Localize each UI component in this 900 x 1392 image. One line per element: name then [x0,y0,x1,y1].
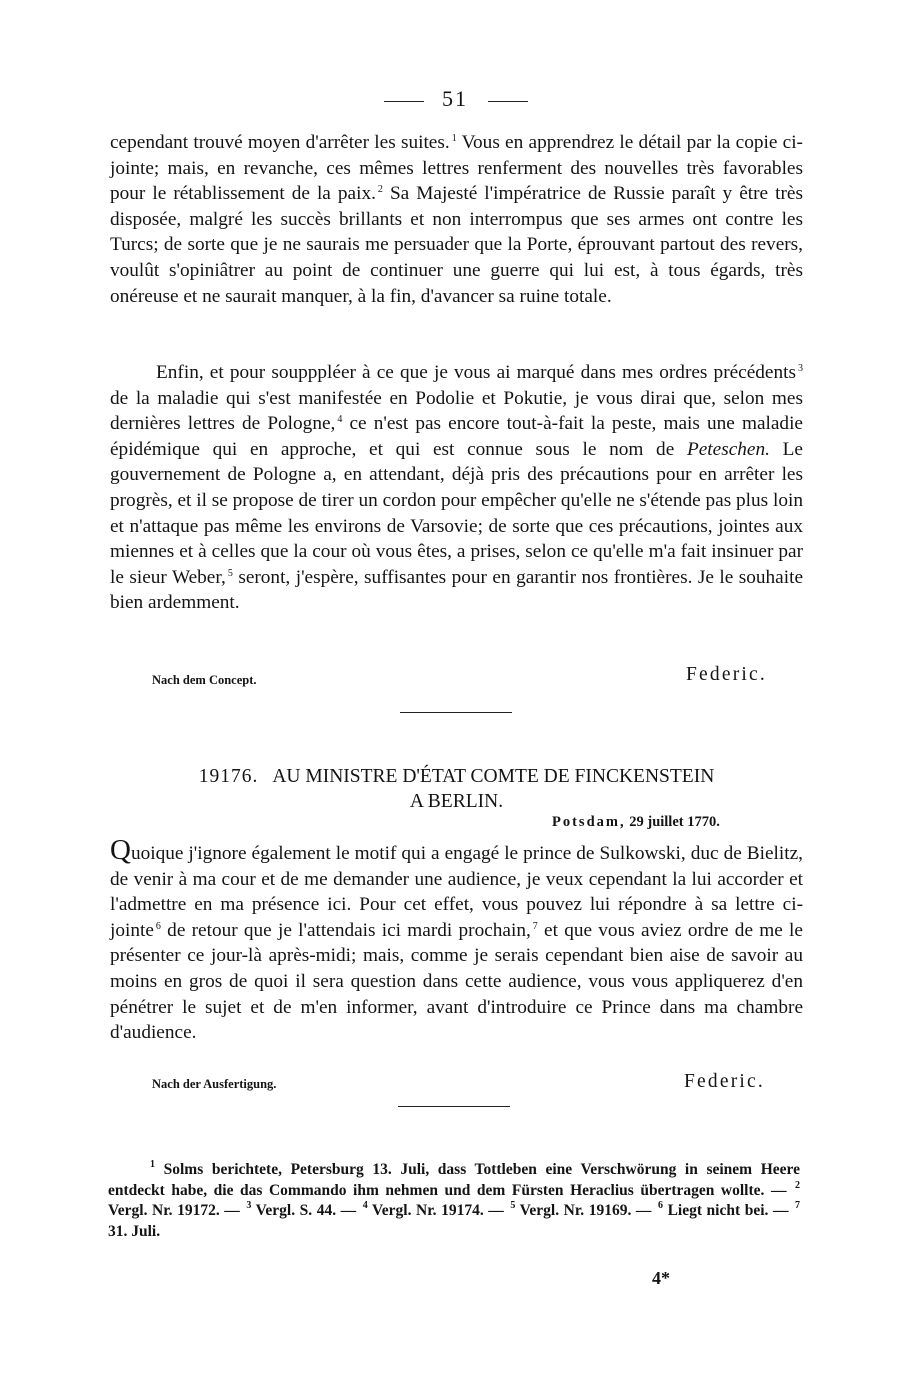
text-run: cependant trouvé moyen d'arrêter les suites. [110,132,450,153]
footnote-text: Solms berichtete, Petersburg 13. Juli, dass Tottleben eine Verschwörung in seinem Heere entdeckt habe, die das Commando ihm nehmen und dem Fürsten Heraclius übertragen wollte. — [108,1161,800,1199]
emphasized-term: Peteschen. [686,438,770,460]
footnote-divider [398,1106,510,1107]
letter1-source-note: Nach dem Concept. [152,673,257,687]
footnote-text: Liegt nicht bei. — [667,1202,789,1219]
printer-signature-mark: 4* [652,1268,670,1288]
letter1-signature: Federic. [686,664,767,685]
footnote-marker: 7 [795,1200,801,1211]
footnote-text: Vergl. S. 44. — [255,1202,357,1219]
text-run: Sa Majesté l'impératrice de Russie paraît y être très disposée, malgré les succès brillants et non interrompus que ses armes ont contre les Turcs; de sorte que je ne saurais me persuader que la Porte, éprouvant partout des revers, voulût s'opiniâtrer au point de continuer une guerre qui lui est, à tous égards, très onéreuse et ne saurait manquer, à la fin, d'avancer sa ruine totale. [110,183,803,307]
footnote-ref: 3 [798,363,803,374]
text-run: ce n'est pas encore tout-à-fait la peste, mais une maladie épidémique qui en approche, et qui est connue sous le nom de [110,413,803,460]
letter2-signature: Federic. [684,1071,765,1092]
initial-letter: Q [110,834,131,866]
footnote-text: Vergl. Nr. 19169. — [519,1202,652,1219]
footnote-ref: 4 [337,414,343,426]
text-run: de retour que je l'attendais ici mardi prochain, [167,919,531,941]
footnote-ref: 2 [377,184,383,196]
page-number: 51 [442,86,468,111]
letter-date: 29 juillet 1770. [629,814,720,830]
header-rule-left [384,101,424,102]
footnote-block [108,1160,800,1242]
letter2-source-note: Nach der Ausfertigung. [152,1077,277,1091]
text-run: Vous en apprendrez le détail par la copie ci-jointe; mais, en revanche, ces mêmes lettres renferment des nouvelles très favorables pour le rétablissement de la paix. [110,132,803,205]
page-header [0,86,900,116]
letter2-heading-line-1 [110,764,803,789]
footnote-marker: 6 [658,1200,663,1211]
footnote-marker: 4 [362,1200,368,1211]
letter2-place-date [552,814,720,831]
letter1-paragraph-1 [110,130,803,309]
text-run: uoique j'ignore également le motif qui a engagé le prince de Sulkowski, duc de Bielitz, de venir à ma cour et de me demander une audience, je veux cependant la lui accorder et l'admettre en ma présence ici. Pour cet effet, vous pouvez lui répondre à sa lettre ci-jointe [110,843,803,941]
footnote-marker: 2 [795,1179,801,1191]
text-run: de la maladie qui s'est manifestée en Podolie et Pokutie, je vous dirai que, selon mes dernières lettres de Pologne, [110,387,803,435]
letter1-paragraph-2 [110,360,803,616]
footnote-ref: 5 [227,567,233,579]
text-run: Enfin, et pour soupppléer à ce que je vous ai marqué dans mes ordres précédents [156,362,796,383]
letter2-paragraph [110,834,803,1046]
footnote-marker: 1 [150,1159,155,1170]
footnote-marker: 5 [510,1200,516,1211]
footnote-ref: 1 [451,133,457,144]
footnote-ref: 6 [155,920,161,932]
footnote-text: Vergl. Nr. 19174. — [372,1202,504,1219]
header-rule-right [488,101,528,102]
letter2-heading-line-2: A BERLIN. [409,791,504,812]
footnote-marker: 3 [246,1200,252,1211]
letter-recipient: AU MINISTRE D'ÉTAT COMTE DE FINCKENSTEIN [272,766,715,787]
footnotes [108,1160,800,1242]
section-divider [400,712,512,713]
footnote-ref: 7 [532,920,538,932]
text-run: seront, j'espère, suffisantes pour en garantir nos frontières. Je le souhaite bien ardemment. [110,566,804,614]
footnote-text: 31. Juli. [108,1222,161,1240]
text-run: Le gouvernement de Pologne a, en attendant, déjà pris des précautions pour en arrêter les progrès, et il se propose de tirer un cordon pour empêcher qu'elle ne s'étende pas plus loin et n'attaque pas même les environs de Varsovie; de sorte que ces précautions, jointes aux miennes et à celles que la cour où vous êtes, a prises, selon ce qu'elle m'a fait insinuer par le sieur Weber, [110,438,803,588]
letter-place: Potsdam, [552,814,626,830]
footnote-text: Vergl. Nr. 19172. — [108,1202,240,1219]
letter2-heading [110,764,803,814]
text-run: et que vous aviez ordre de me le présenter ce jour-là après-midi; mais, comme je serais cependant bien aise de savoir au moins en gros de quoi il sera question dans cette audience, vous vous appliquerez d'en pénétrer le sujet et de m'en informer, avant d'introduire ce Prince dans ma chambre d'audience. [110,919,803,1044]
letter-number: 19176. [198,766,259,787]
